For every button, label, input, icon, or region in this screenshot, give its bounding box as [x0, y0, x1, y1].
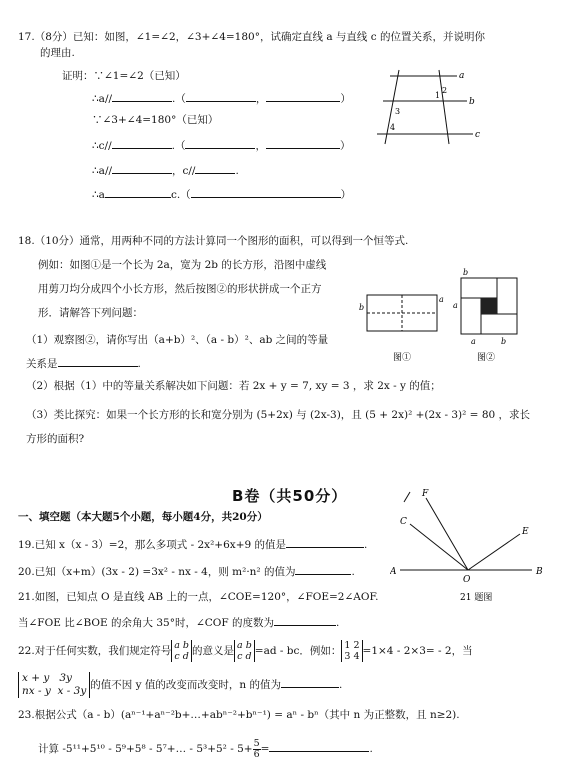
- q20-text: 20.已知（x+m）(3x - 2) =3x² - nx - 4，则 m²·n² 的值为: [18, 566, 296, 578]
- answer-blank[interactable]: [269, 740, 369, 752]
- ray-oc: [410, 524, 468, 570]
- q18-part1-end: .: [137, 358, 141, 370]
- q17-step6-pre: ∴a: [92, 189, 105, 201]
- q17-step2-sep: ，: [255, 93, 267, 105]
- q18-header: 18.（10分）通常，用两种不同的方法计算同一个图形的面积，可以得到一个恒等式.: [18, 235, 409, 247]
- label-b: B: [536, 567, 543, 577]
- det-symbol-2: [234, 640, 255, 662]
- q21-line1: 21.如图，已知点 O 是直线 AB 上的一点，∠COE=120°，∠FOE=2∠AOF.: [18, 591, 379, 603]
- answer-blank[interactable]: [112, 162, 172, 174]
- label-a: A: [390, 567, 397, 577]
- q22-mid1: 的意义是: [192, 645, 234, 657]
- q17-header-cont: 的理由.: [40, 47, 75, 59]
- stray-mark: [404, 492, 410, 502]
- fig2-rect-bottom: [481, 314, 517, 334]
- angle-1: 1: [435, 91, 441, 100]
- det-c: c: [174, 651, 180, 662]
- q17-step2-pre: ∴a//: [92, 93, 113, 105]
- q17-step5-mid: ，c//: [172, 165, 196, 177]
- q18-part1-pre: 关系是: [26, 358, 58, 370]
- label-a: a: [459, 71, 465, 81]
- det-nx-minus-y: nx - y: [22, 685, 51, 697]
- q18-example-line3: 形．请解答下列问题：: [38, 307, 143, 319]
- section-heading: 一、填空题（本大题5个小题，每小题4分，共20分）: [18, 511, 268, 523]
- fraction-numerator: 5: [253, 737, 260, 749]
- q22-line1: [18, 638, 473, 664]
- det-expression: [18, 672, 90, 698]
- q18-part3-cont: 方形的面积?: [26, 433, 85, 445]
- fraction-denominator: 6: [253, 748, 260, 760]
- q23-fraction: [253, 739, 261, 760]
- answer-blank[interactable]: [112, 137, 172, 149]
- q17-header: 17.（8分）已知：如图，∠1=∠2，∠3+∠4=180°，试确定直线 a 与直线 c 的位置关系，并说明你: [18, 31, 485, 43]
- answer-blank[interactable]: [266, 90, 340, 102]
- q21-figure: [390, 484, 550, 604]
- det-c: c: [237, 651, 243, 662]
- q19: [18, 536, 367, 552]
- q21-text: 当∠FOE 比∠BOE 的余角大 35°时，∠COF 的度数为: [18, 617, 275, 629]
- answer-blank[interactable]: [286, 536, 364, 548]
- answer-blank[interactable]: [191, 186, 341, 198]
- det-ex-3: 3: [344, 651, 351, 662]
- q22-end: .: [339, 679, 343, 691]
- det-a: a: [174, 640, 180, 651]
- det-b: b: [245, 640, 252, 651]
- det-d: d: [182, 651, 189, 662]
- fig1-caption: 图①: [393, 353, 412, 363]
- q17-proof-label: 证明：∵∠1=∠2（已知）: [62, 70, 186, 82]
- label-o: O: [463, 575, 471, 585]
- q23-end: .: [369, 743, 373, 755]
- det-a: a: [237, 640, 243, 651]
- det-3y: 3y: [59, 672, 72, 684]
- det-example: [341, 640, 362, 662]
- q21-line2: [18, 614, 339, 630]
- q17-step-6: [92, 186, 351, 202]
- q20-end: .: [351, 566, 355, 578]
- angle-2: 2: [442, 86, 448, 95]
- fig2-rect-top: [461, 278, 497, 298]
- q18-part2: （2）根据（1）中的等量关系解决如下问题：若 2x + y = 7, xy = 3 ，求 2x - y 的值；: [26, 380, 441, 392]
- answer-blank[interactable]: [58, 355, 138, 367]
- fig2-label-a: a: [453, 301, 458, 310]
- det-ex-2: 2: [353, 640, 360, 651]
- part-b-title: B卷（共50分）: [232, 487, 348, 505]
- det-b: b: [182, 640, 189, 651]
- q22-text: 22.对于任何实数，我们规定符号: [18, 645, 172, 657]
- q19-text: 19.已知 x（x - 3）=2，那么多项式 - 2x²+6x+9 的值是: [18, 539, 287, 551]
- answer-blank[interactable]: [281, 676, 339, 688]
- q17-step4-mid: .（: [171, 140, 186, 152]
- q17-step2-mid: .（: [172, 93, 186, 105]
- fig2-label-b-bottom: b: [501, 337, 507, 346]
- q22-text2: 的值不因 y 值的改变而改变时，n 的值为: [90, 679, 282, 691]
- answer-blank[interactable]: [295, 563, 351, 575]
- det-d: d: [245, 651, 252, 662]
- answer-blank[interactable]: [105, 186, 171, 198]
- fig2-rect-right: [497, 278, 517, 314]
- fig2-caption: 图②: [477, 353, 496, 363]
- fig2-center-square: [481, 298, 497, 314]
- q17-step5-pre: ∴a//: [92, 165, 113, 177]
- q21-caption: 21 题图: [460, 593, 493, 603]
- q17-step4-end: ）: [339, 140, 351, 152]
- answer-blank[interactable]: [274, 614, 336, 626]
- fig2-label-b: b: [463, 268, 469, 277]
- fig1-label-b: b: [359, 303, 365, 312]
- q17-step-3: ∵∠3+∠4=180°（已知）: [92, 114, 219, 126]
- angle-3: 3: [395, 107, 401, 116]
- det-symbol: [171, 640, 192, 662]
- q23-eq: =: [260, 743, 270, 755]
- answer-blank[interactable]: [185, 137, 255, 149]
- fig1-label-a: a: [439, 295, 444, 304]
- fig2-label-a-bottom: a: [471, 337, 476, 346]
- label-e: E: [522, 527, 529, 537]
- answer-blank[interactable]: [186, 90, 256, 102]
- fig2-rect-left: [461, 298, 481, 334]
- q17-step6-mid: c.（: [170, 189, 191, 201]
- q17-step6-end: ）: [340, 189, 352, 201]
- q22-mid2: =ad - bc．例如：: [254, 645, 342, 657]
- q18-example-line1: 例如：如图①是一个长为 2a，宽为 2b 的长方形，沿图中虚线: [38, 259, 327, 271]
- q18-part3: （3）类比探究：如果一个长方形的长和宽分别为 (5+2x) 与 (2x-3)，且 (5 + 2x)² +(2x - 3)² = 80 ，求长: [26, 409, 531, 421]
- q17-step4-sep: ，: [255, 140, 266, 152]
- q17-step-2: [92, 90, 351, 106]
- label-f: F: [422, 489, 429, 499]
- q17-step5-end: .: [235, 165, 239, 177]
- det-ex-4: 4: [353, 651, 360, 662]
- q18-example-line2: 用剪刀均分成四个小长方形，然后按图②的形状拼成一个正方: [38, 283, 322, 295]
- ray-of: [426, 498, 468, 570]
- q23-text: 计算 -5¹¹+5¹⁰ - 5⁹+5⁸ - 5⁷+… - 5³+5² - 5+: [38, 743, 253, 755]
- q23-line2: [38, 736, 373, 762]
- q20: [18, 563, 355, 579]
- q18-figures: [355, 266, 530, 366]
- transversal-right: [439, 70, 449, 144]
- ray-oe: [468, 534, 520, 570]
- det-ex-1: 1: [344, 640, 351, 651]
- answer-blank[interactable]: [266, 137, 340, 149]
- q23-line1: 23.根据公式（a - b）(aⁿ⁻¹+aⁿ⁻²b+…+abⁿ⁻²+bⁿ⁻¹) = aⁿ - bⁿ（其中 n 为正整数，且 n≥2).: [18, 709, 460, 721]
- q22-mid3: =1×4 - 2×3= - 2，当: [362, 645, 473, 657]
- label-c: c: [475, 130, 481, 140]
- det-x-plus-y: x + y: [22, 672, 50, 684]
- q21-end: .: [336, 617, 340, 629]
- q18-part1-answer: [26, 355, 141, 371]
- q17-step-4: [92, 137, 350, 153]
- angle-4: 4: [390, 123, 396, 132]
- q17-step4-pre: ∴c//: [92, 140, 112, 152]
- answer-blank[interactable]: [195, 162, 235, 174]
- det-x-minus-3y: x - 3y: [57, 685, 87, 697]
- answer-blank[interactable]: [112, 90, 172, 102]
- q22-line2: [18, 670, 342, 700]
- q19-end: .: [364, 539, 368, 551]
- q18-part1: （1）观察图②，请你写出（a+b）²、（a - b）²、ab 之间的等量: [26, 334, 329, 346]
- q17-figure: [375, 68, 495, 148]
- q17-step-5: [92, 162, 239, 178]
- q17-step2-end: ）: [340, 93, 351, 105]
- label-b: b: [469, 97, 475, 107]
- label-c: C: [400, 517, 407, 527]
